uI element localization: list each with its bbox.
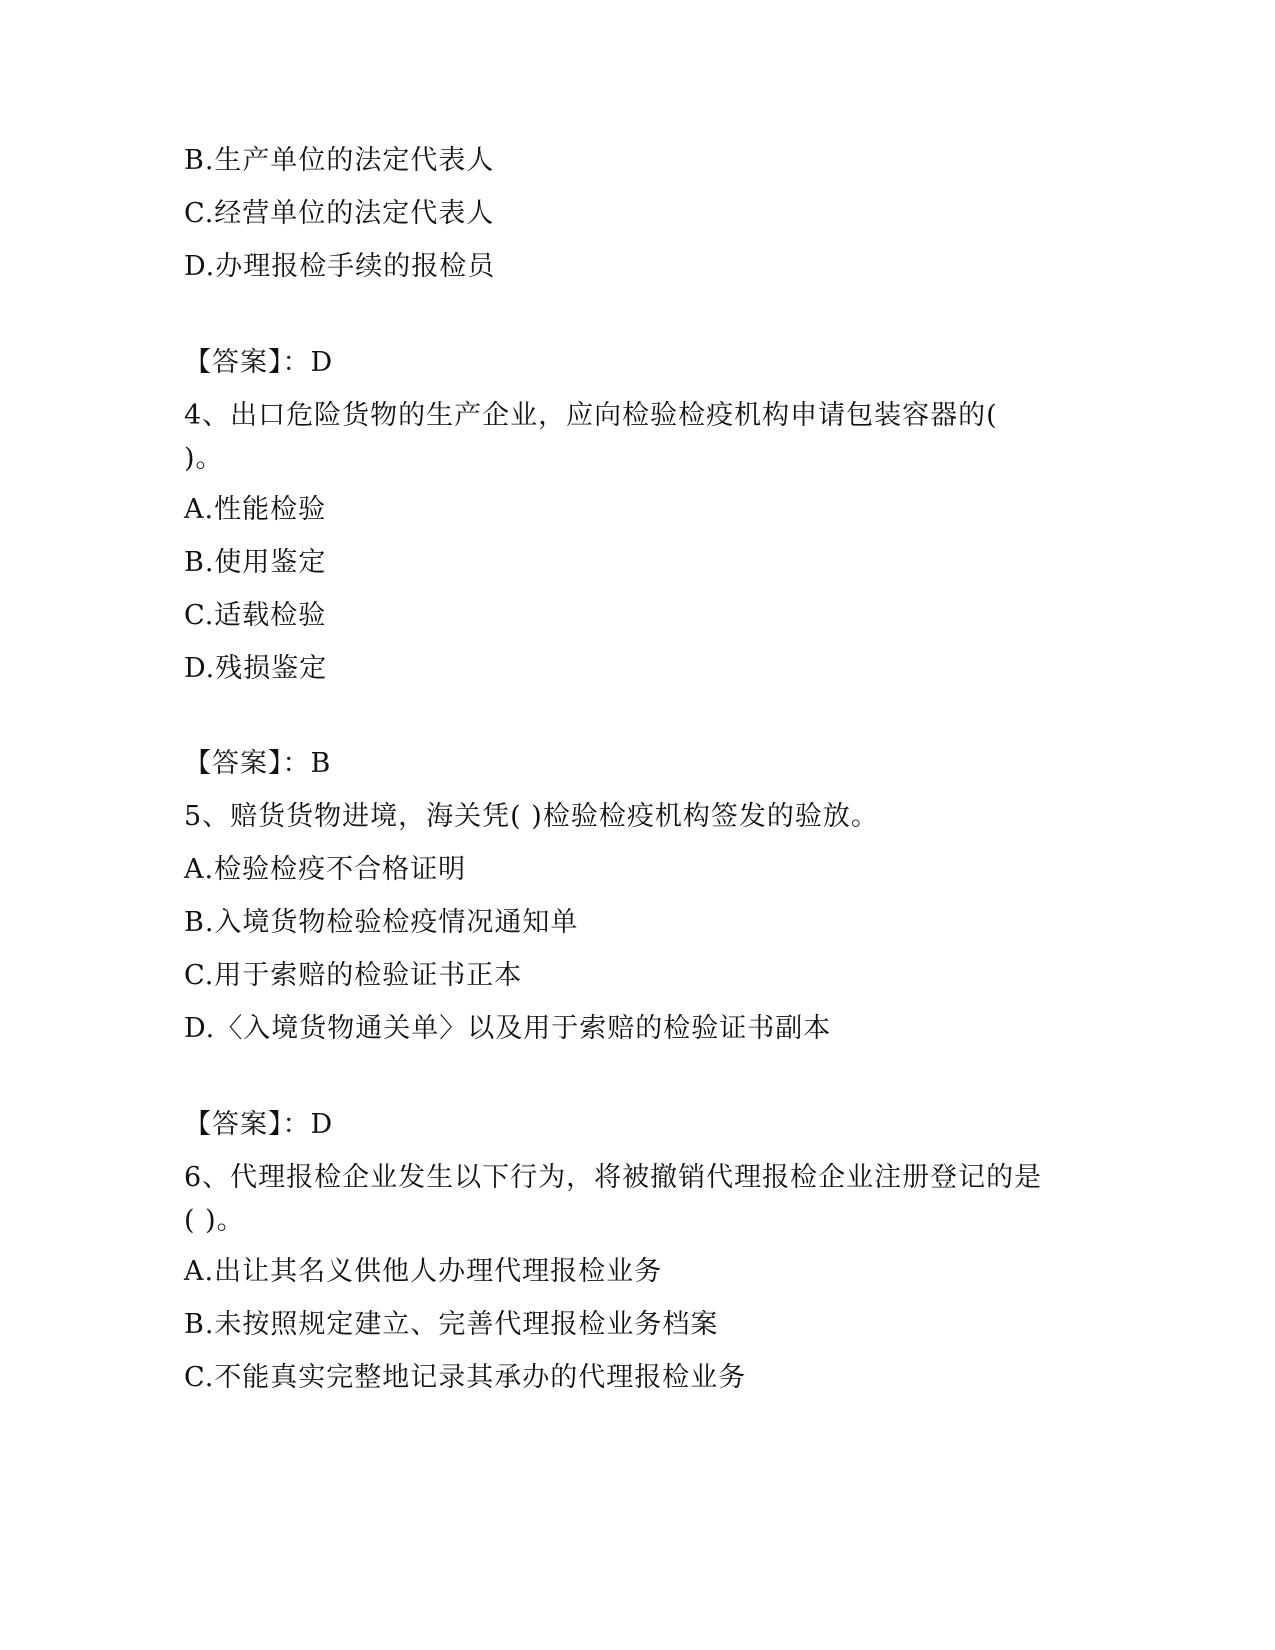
question-6-option-c: C.不能真实完整地记录其承办的代理报检业务	[184, 1362, 747, 1393]
question-6-stem-continued: ( )。	[184, 1205, 245, 1236]
question-5-option-c: C.用于索赔的检验证书正本	[184, 960, 523, 991]
question-5-answer: 【答案】：D	[184, 1109, 334, 1140]
option-c: C.经营单位的法定代表人	[184, 198, 495, 229]
question-6-option-b: B.未按照规定建立、完善代理报检业务档案	[184, 1309, 719, 1340]
question-5-option-b: B.入境货物检验检疫情况通知单	[184, 907, 579, 938]
question-5-stem: 5、赔货货物进境，海关凭( )检验检疫机构签发的验放。	[184, 801, 879, 832]
question-4-stem: 4、出口危险货物的生产企业，应向检验检疫机构申请包装容器的(	[184, 400, 998, 431]
question-5-option-a: A.检验检疫不合格证明	[184, 854, 467, 885]
question-6-option-a: A.出让其名义供他人办理代理报检业务	[184, 1256, 663, 1287]
option-b: B.生产单位的法定代表人	[184, 145, 495, 176]
question-4-option-c: C.适载检验	[184, 600, 327, 631]
question-5-option-d: D.〈入境货物通关单〉以及用于索赔的检验证书副本	[184, 1013, 832, 1044]
question-4-option-a: A.性能检验	[184, 494, 327, 525]
question-4-answer: 【答案】：B	[184, 748, 332, 779]
question-4-option-b: B.使用鉴定	[184, 547, 327, 578]
question-6-stem: 6、代理报检企业发生以下行为，将被撤销代理报检企业注册登记的是	[184, 1162, 1043, 1193]
option-d: D.办理报检手续的报检员	[184, 251, 496, 282]
answer-line: 【答案】：D	[184, 347, 334, 378]
question-4-option-d: D.残损鉴定	[184, 653, 328, 684]
question-4-stem-continued: )。	[184, 443, 224, 474]
